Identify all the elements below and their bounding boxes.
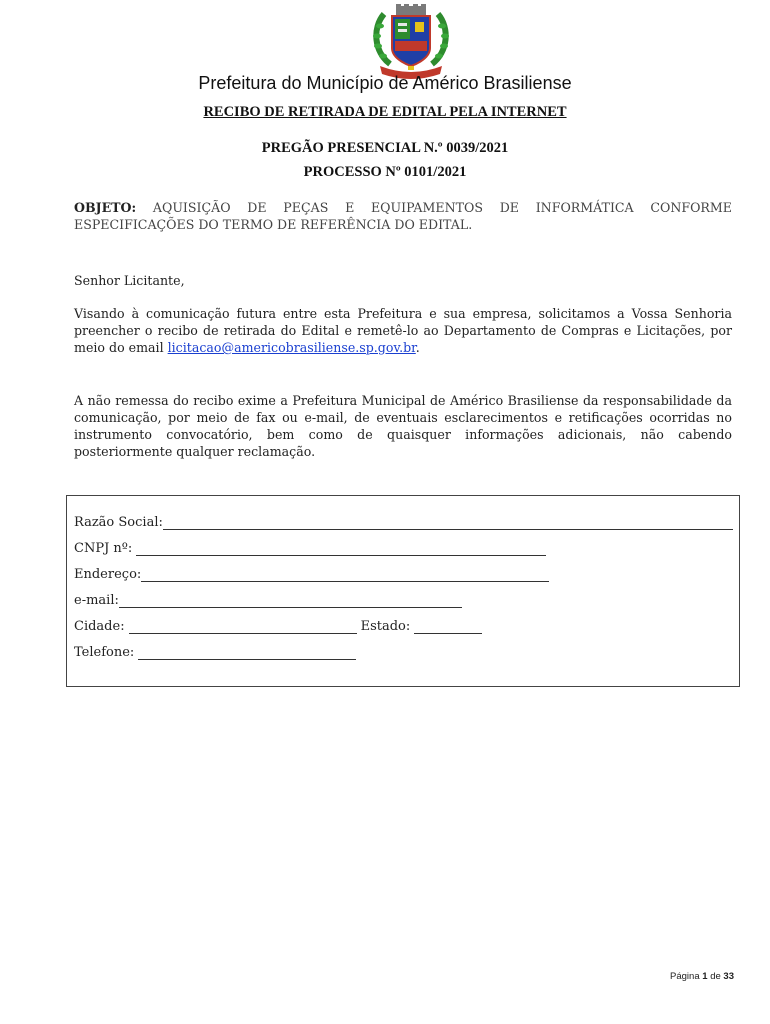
razao-social-label: Razão Social:	[74, 515, 163, 530]
email-link[interactable]: licitacao@americobrasiliense.sp.gov.br	[167, 340, 416, 355]
telefone-row	[74, 645, 356, 660]
pregao-number: PREGÃO PRESENCIAL N.º 0039/2021	[261, 140, 509, 156]
estado-input-line[interactable]	[414, 619, 482, 634]
paragraph-instructions-text: Visando à comunicação futura entre esta Prefeitura e sua empresa, solicitamos a Vossa Senhoria preencher o recibo de retirada do Edital e remetê-lo ao Departamento de Compras e Licitações, por meio do email	[74, 306, 732, 355]
page-sep: de	[710, 971, 721, 982]
razao-social-input-line[interactable]	[163, 515, 733, 530]
endereco-input-line[interactable]	[141, 567, 549, 582]
paragraph-disclaimer: A não remessa do recibo exime a Prefeitura Municipal de Américo Brasiliense da responsabilidade da comunicação, por meio de fax ou e-mail, de eventuais esclarecimentos e retificações ocorridas no instrumento convocatório, bem como de quaisquer informações adicionais, não cabendo posteriormente qualquer reclamação.	[74, 393, 732, 459]
objeto-text: AQUISIÇÃO DE PEÇAS E EQUIPAMENTOS DE INFORMÁTICA CONFORME ESPECIFICAÇÕES DO TERMO DE REFERÊNCIA DO EDITAL.	[74, 200, 732, 232]
objeto-paragraph	[74, 199, 732, 233]
page-total: 33	[723, 971, 734, 982]
cnpj-input-line[interactable]	[136, 541, 546, 556]
paragraph-instructions-end: .	[415, 340, 420, 355]
processo-number: PROCESSO Nº 0101/2021	[303, 164, 467, 180]
email-input-line[interactable]	[119, 593, 462, 608]
document-title: RECIBO DE RETIRADA DE EDITAL PELA INTERNET	[203, 104, 567, 120]
email-row	[74, 593, 462, 608]
page-current: 1	[702, 971, 708, 982]
page-number	[670, 971, 734, 982]
telefone-label: Telefone:	[74, 645, 135, 660]
cnpj-row	[74, 541, 546, 556]
cidade-estado-row	[74, 619, 482, 634]
razao-social-row	[74, 515, 733, 530]
coat-of-arms-logo	[368, 4, 454, 80]
endereco-row	[74, 567, 549, 582]
page-prefix: Página	[670, 971, 700, 982]
salutation: Senhor Licitante,	[74, 273, 185, 288]
municipality-name: Prefeitura do Município de Américo Brasiliense	[198, 73, 572, 93]
email-label: e-mail:	[74, 593, 119, 608]
estado-label: Estado:	[360, 619, 411, 634]
endereco-label: Endereço:	[74, 567, 142, 582]
objeto-label: OBJETO:	[74, 200, 137, 215]
cidade-input-line[interactable]	[129, 619, 357, 634]
paragraph-instructions	[74, 305, 732, 356]
cidade-label: Cidade:	[74, 619, 125, 634]
telefone-input-line[interactable]	[138, 645, 356, 660]
cnpj-label: CNPJ nº:	[74, 541, 133, 556]
